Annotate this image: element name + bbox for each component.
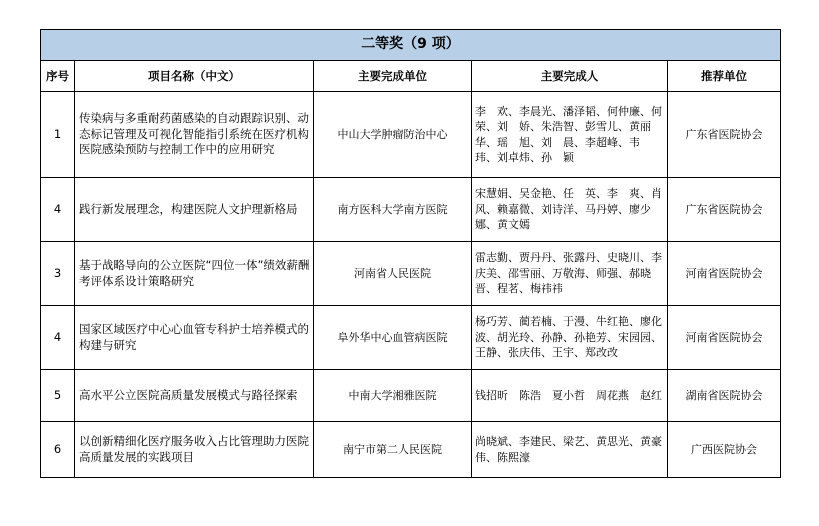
cell-idx: 4 [41, 178, 75, 242]
cell-rec: 河南省医院协会 [668, 306, 781, 370]
table-row [41, 370, 781, 422]
title-row [41, 30, 781, 61]
header-people: 主要完成人 [472, 61, 668, 92]
cell-idx: 5 [41, 370, 75, 422]
cell-idx: 1 [41, 92, 75, 178]
cell-people: 宋慧娟、吴金艳、任 英、李 爽、肖 风、赖嘉微、刘诗洋、马丹婷、廖少娜、黄文嫣 [472, 178, 668, 242]
table-row [41, 306, 781, 370]
award-table [40, 29, 781, 478]
cell-name: 基于战略导向的公立医院“四位一体”绩效薪酬考评体系设计策略研究 [75, 242, 314, 306]
cell-name: 传染病与多重耐药菌感染的自动跟踪识别、动态标记管理及可视化智能指引系统在医疗机构医院感染预防与控制工作中的应用研究 [75, 92, 314, 178]
table-row [41, 242, 781, 306]
cell-unit: 阜外华中心血管病医院 [314, 306, 472, 370]
cell-unit: 南方医科大学南方医院 [314, 178, 472, 242]
header-name: 项目名称（中文） [75, 61, 314, 92]
cell-rec: 广西医院协会 [668, 422, 781, 478]
cell-people: 杨巧芳、蔺若楠、于漫、牛红艳、廖化波、胡光玲、孙静、孙艳芳、宋园园、王静、张庆伟、王宇、郑改改 [472, 306, 668, 370]
header-row [41, 61, 781, 92]
cell-rec: 广东省医院协会 [668, 178, 781, 242]
cell-unit: 河南省人民医院 [314, 242, 472, 306]
cell-people: 钱招昕 陈浩 夏小哲 周花燕 赵红 [472, 370, 668, 422]
cell-rec: 广东省医院协会 [668, 92, 781, 178]
cell-people: 雷志勤、贾丹丹、张露丹、史晓川、李庆美、邵雪丽、万敬海、师强、郝晓晋、程茗、梅祎祎 [472, 242, 668, 306]
table-row [41, 178, 781, 242]
table-row [41, 422, 781, 478]
cell-idx: 6 [41, 422, 75, 478]
header-unit: 主要完成单位 [314, 61, 472, 92]
cell-people: 尚晓斌、李建民、梁艺、黄思光、黄豪伟、陈熙濠 [472, 422, 668, 478]
cell-unit: 中山大学肿瘤防治中心 [314, 92, 472, 178]
table-row [41, 92, 781, 178]
header-idx: 序号 [41, 61, 75, 92]
cell-rec: 河南省医院协会 [668, 242, 781, 306]
cell-unit: 南宁市第二人民医院 [314, 422, 472, 478]
cell-idx: 3 [41, 242, 75, 306]
cell-unit: 中南大学湘雅医院 [314, 370, 472, 422]
cell-name: 践行新发展理念，构建医院人文护理新格局 [75, 178, 314, 242]
header-rec: 推荐单位 [668, 61, 781, 92]
table-title: 二等奖（9 项） [41, 30, 781, 61]
cell-name: 以创新精细化医疗服务收入占比管理助力医院高质量发展的实践项目 [75, 422, 314, 478]
cell-name: 国家区域医疗中心心血管专科护士培养模式的构建与研究 [75, 306, 314, 370]
cell-people: 李 欢、李晨光、潘泽韬、何仲廉、何 荣、刘 娇、朱浩智、彭雪儿、黄丽华、瑶 旭、刘 晨、李超峰、韦 玮、刘卓炜、孙 颖 [472, 92, 668, 178]
cell-rec: 湖南省医院协会 [668, 370, 781, 422]
cell-idx: 4 [41, 306, 75, 370]
cell-name: 高水平公立医院高质量发展模式与路径探索 [75, 370, 314, 422]
